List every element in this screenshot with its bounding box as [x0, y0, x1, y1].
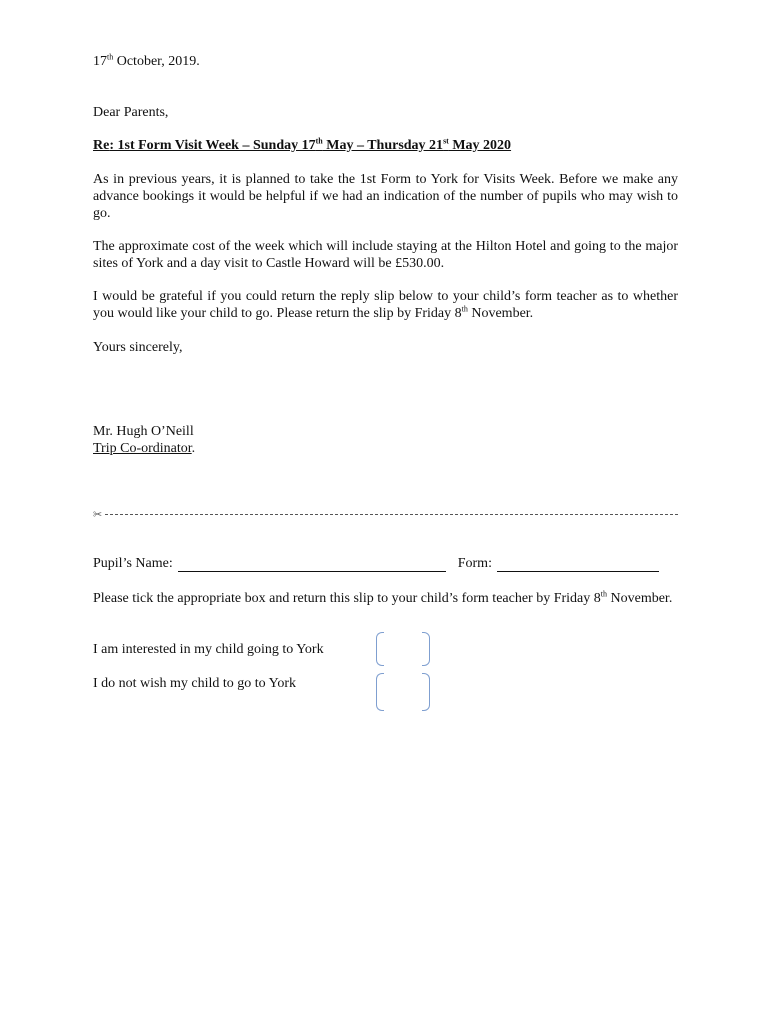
option-row-no	[93, 675, 296, 692]
pupil-name-label: Pupil’s Name:	[93, 556, 173, 571]
scissors-icon: ✂	[93, 507, 103, 521]
tick-box-yes[interactable]	[376, 632, 430, 664]
greeting: Dear Parents,	[93, 105, 169, 120]
dashed-separator	[105, 514, 678, 515]
letter-date: 17th October, 2019.	[93, 52, 200, 69]
signer-title: Trip Co-ordinator.	[93, 441, 196, 456]
form-field[interactable]	[497, 558, 659, 572]
paragraph-cost: The approximate cost of the week which will include staying at the Hilton Hotel and going to the major sites of York and a day visit to Castle Howard will be £530.00.	[93, 239, 678, 271]
pupil-form-fields	[93, 555, 678, 572]
option-yes-label: I am interested in my child going to York	[93, 642, 324, 657]
cut-line	[93, 506, 678, 522]
option-row-yes	[93, 641, 324, 658]
option-no-label: I do not wish my child to go to York	[93, 676, 297, 691]
paragraph-intro: As in previous years, it is planned to take the 1st Form to York for Visits Week. Before we make any advance bookings it would be helpful if we had an indication of the number of pupils who may wish to go.	[93, 172, 678, 221]
paragraph-return-slip: I would be grateful if you could return the reply slip below to your child’s form teacher as to whether you would like your child to go. Please return the slip by Friday 8th November.	[93, 289, 678, 321]
closing: Yours sincerely,	[93, 340, 183, 355]
form-label: Form:	[457, 556, 492, 571]
pupil-name-field[interactable]	[178, 558, 446, 572]
subject-line: Re: 1st Form Visit Week – Sunday 17th May – Thursday 21st May 2020	[93, 136, 512, 153]
tick-box-no[interactable]	[376, 673, 430, 709]
signer-name: Mr. Hugh O’Neill	[93, 424, 194, 439]
slip-instruction: Please tick the appropriate box and return this slip to your child’s form teacher by Friday 8th November.	[93, 589, 673, 606]
